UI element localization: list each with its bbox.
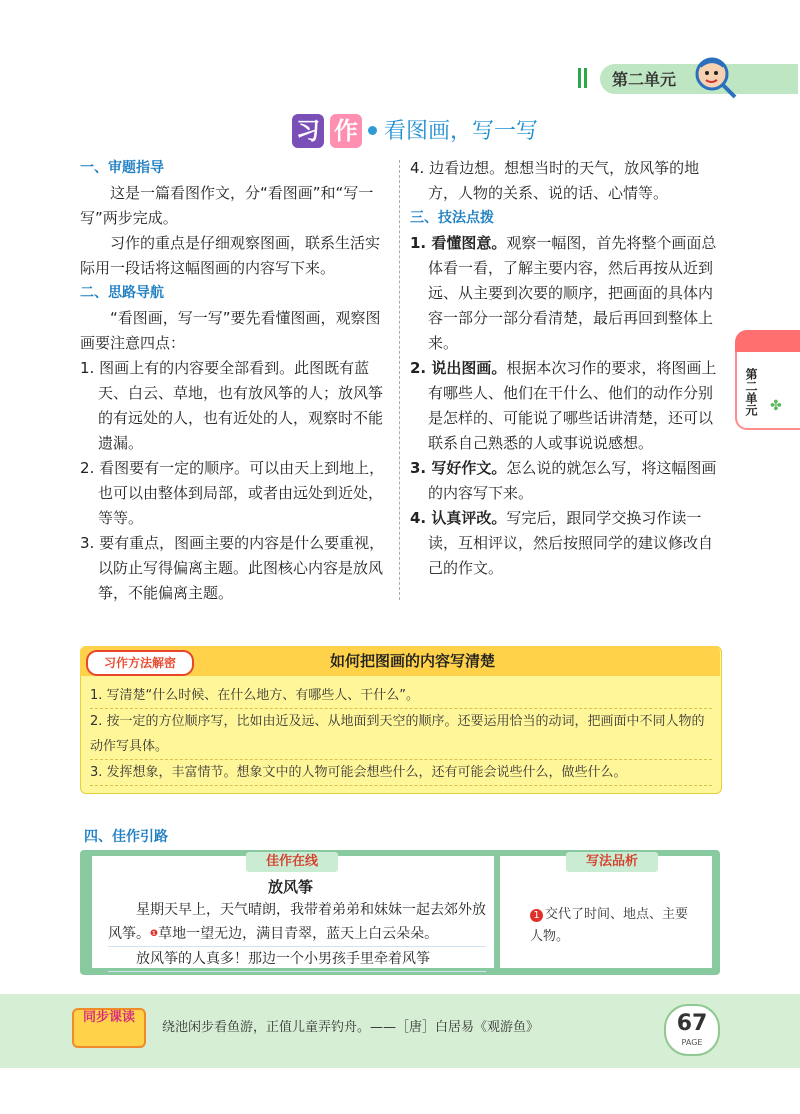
tip-label: 4. 认真评改。 bbox=[410, 509, 507, 527]
method-title: 如何把图画的内容写清楚 bbox=[330, 652, 496, 670]
title-char-zuo: 作 bbox=[330, 114, 362, 148]
section-heading-1: 一、审题指导 bbox=[80, 160, 164, 176]
tip-text: 根据本次习作的要求，将图画上有哪些人、他们在干什么、他们的动作分别是怎样的、可能说了哪些话讲清楚，还可以联系自己熟悉的人或事说说感想。 bbox=[428, 359, 717, 452]
reading-badge: 同步课读 bbox=[72, 1008, 146, 1048]
analysis-tag: 写法品析 bbox=[566, 852, 658, 872]
method-line: 2. 按一定的方位顺序写，比如由近及远、从地面到天空的顺序。还要运用恰当的动词，把画面中不同人物的动作写具体。 bbox=[90, 709, 712, 760]
tip-label: 3. 写好作文。 bbox=[410, 459, 507, 477]
title-char-xi: 习 bbox=[292, 114, 324, 148]
tip-text: 怎么说的就怎么写，将这幅图画的内容写下来。 bbox=[428, 459, 717, 502]
tip-item bbox=[410, 456, 722, 506]
essay-tag: 佳作在线 bbox=[246, 852, 338, 872]
essay-text: 星期天早上，天气晴朗，我带着弟弟和妹妹一起去郊外放风筝。 bbox=[108, 902, 486, 942]
essay-title: 放风筝 bbox=[268, 878, 314, 896]
paragraph: 习作的重点是仔细观察图画，联系生活实际用一段话将这幅图画的内容写下来。 bbox=[80, 234, 381, 277]
note-number-icon: 1 bbox=[530, 909, 543, 922]
column-divider bbox=[399, 160, 400, 600]
annotation-marker-icon: ❶ bbox=[150, 929, 159, 939]
footer-quote: 绕池闲步看鱼游，正值儿童弄钓舟。——［唐］白居易《观游鱼》 bbox=[162, 1020, 540, 1035]
list-item: 3. 要有重点，图画主要的内容是什么要重视，以防止写得偏离主题。此图核心内容是放风筝，不能偏离主题。 bbox=[80, 534, 385, 602]
list-item: 1. 图画上有的内容要全部看到。此图既有蓝天、白云、草地，也有放风筝的人；放风筝的有远处的人，也有近处的人，观察时不能遗漏。 bbox=[80, 359, 384, 452]
clover-icon: ✤ bbox=[770, 398, 782, 414]
tip-text: 写完后，跟同学交换习作读一读，互相评议，然后按照同学的建议修改自己的作文。 bbox=[428, 509, 714, 577]
side-tab-label: 第二单元 bbox=[744, 368, 758, 416]
section-heading-4: 四、佳作引路 bbox=[84, 829, 168, 845]
essay-body bbox=[108, 898, 486, 972]
method-tag: 习作方法解密 bbox=[86, 650, 194, 676]
page-subtitle: 看图画，写一写 bbox=[384, 119, 539, 144]
method-line: 3. 发挥想象，丰富情节。想象文中的人物可能会想些什么，还有可能会说些什么，做些什么。 bbox=[90, 760, 712, 786]
essay-paragraph: 放风筝的人真多！那边一个小男孩手里牵着风筝 bbox=[108, 947, 486, 972]
left-column bbox=[80, 156, 388, 606]
page-word: PAGE bbox=[681, 1038, 703, 1047]
magnifier-boy-icon bbox=[694, 56, 738, 100]
tip-text: 观察一幅图，首先将整个画面总体看一看，了解主要内容，然后再按从近到远、从主要到次要的顺序，把画面的具体内容一部分一部分看清楚，最后再回到整体上来。 bbox=[428, 234, 717, 352]
tip-label: 2. 说出图画。 bbox=[410, 359, 507, 377]
header-decor-lines bbox=[578, 68, 592, 88]
section-heading-3: 三、技法点拨 bbox=[410, 210, 494, 226]
tip-item bbox=[410, 356, 722, 456]
essay-text: 草地一望无边，满目青翠，蓝天上白云朵朵。 bbox=[158, 926, 439, 942]
list-item: 4. 边看边想。想想当时的天气，放风筝的地方，人物的关系、说的话、心情等。 bbox=[410, 159, 700, 202]
note-text: 交代了时间、地点、主要人物。 bbox=[530, 907, 689, 944]
section-heading-2: 二、思路导航 bbox=[80, 285, 164, 301]
title-dot-icon bbox=[368, 126, 377, 135]
tip-item bbox=[410, 506, 722, 581]
tip-item bbox=[410, 231, 722, 356]
method-line: 1. 写清楚“什么时候、在什么地方、有哪些人、干什么”。 bbox=[90, 683, 712, 709]
right-column bbox=[410, 156, 722, 581]
paragraph: 这是一篇看图作文，分“看图画”和“写一写”两步完成。 bbox=[80, 184, 374, 227]
page-number: 67 bbox=[676, 1011, 708, 1036]
list-item: 2. 看图要有一定的顺序。可以由天上到地上，也可以由整体到局部，或者由远处到近处，等等。 bbox=[80, 459, 385, 527]
paragraph: “看图画，写一写”要先看懂图画，观察图画要注意四点： bbox=[80, 309, 381, 352]
analysis-note bbox=[530, 904, 700, 948]
page-number-badge bbox=[664, 1004, 720, 1056]
essay-paragraph bbox=[108, 898, 486, 947]
unit-label: 第二单元 bbox=[612, 70, 677, 89]
side-tab-top bbox=[735, 330, 800, 352]
method-lines bbox=[90, 683, 712, 786]
tip-label: 1. 看懂图意。 bbox=[410, 234, 507, 252]
